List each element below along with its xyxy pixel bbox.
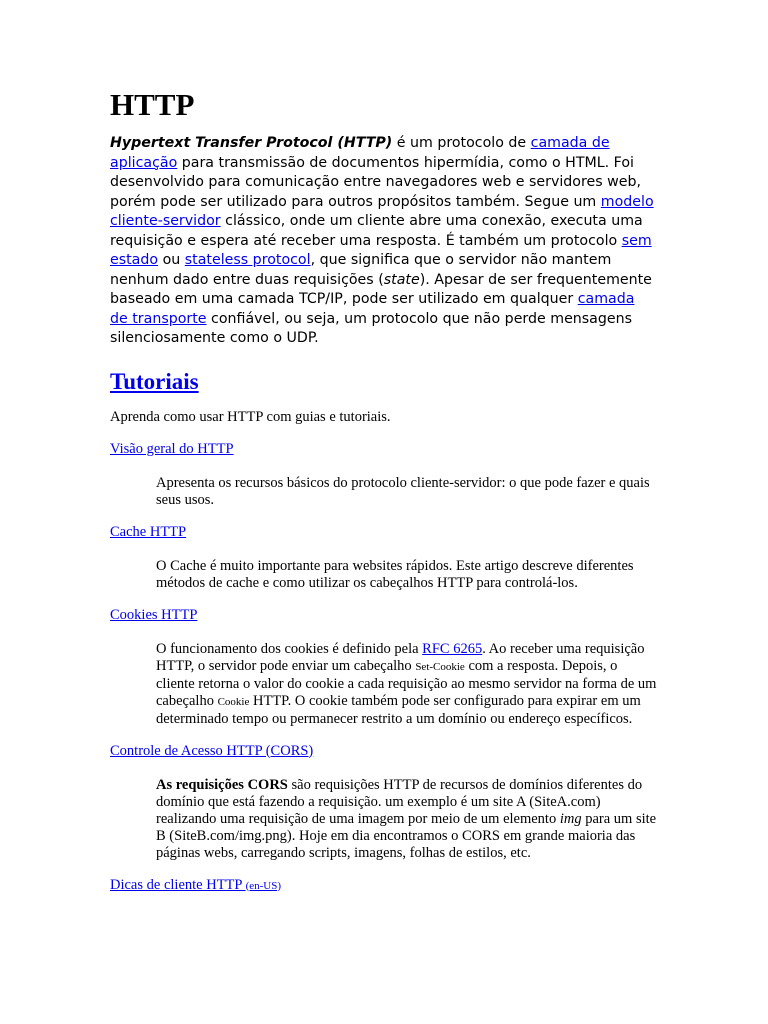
article — [110, 86, 655, 895]
cookie-code: Cookie — [217, 695, 250, 708]
tutorial-cache-desc: O Cache é muito importante para websites rápidos. Este artigo descreve diferentes métodos de cache e como utilizar os cabeçalhos HTTP para controlá-los. — [156, 557, 634, 591]
tutorial-cookies-desc — [156, 641, 658, 728]
tutorial-client-tips-title — [110, 877, 655, 895]
link-http-overview[interactable]: Visão geral do HTTP — [110, 440, 234, 457]
cookies-text-2: . Ao receber uma requisição HTTP, o servidor pode enviar um cabeçalho — [156, 640, 645, 674]
client-tips-lang: (en-US) — [245, 879, 281, 892]
link-client-server-model[interactable]: modelo cliente-servidor — [110, 193, 654, 229]
intro-text-2: para transmissão de documentos hipermídia, como o HTML. Foi desenvolvido para comunicação entre navegadores web e servidores web, porém pode ser utilizado para outros propósitos também. Segue um — [110, 154, 641, 210]
intro-term: Hypertext Transfer Protocol (HTTP) — [110, 135, 393, 151]
intro-text-3: clássico, onde um cliente abre uma conexão, executa uma requisição e espera até receber uma resposta. É também um protocolo — [110, 213, 643, 249]
intro-text-5: , que significa que o servidor não mantem nenhum dado entre duas requisições ( — [110, 252, 612, 288]
intro-text-1: é um protocolo de — [392, 135, 531, 151]
tutorial-cache-title — [110, 524, 655, 541]
tutorial-overview-desc: Apresenta os recursos básicos do protocolo cliente-servidor: o que pode fazer e quais seus usos. — [156, 474, 650, 508]
tutorials-heading — [110, 367, 655, 397]
tutorial-overview-title — [110, 441, 655, 458]
link-http-cache[interactable]: Cache HTTP — [110, 523, 187, 540]
cors-text-1: são requisições HTTP de recursos de domínios diferentes do domínio que está fazendo a requisição. um exemplo é um site A (SiteA.com) realizando uma requisição de uma imagem por meio de um elemento — [156, 776, 643, 827]
intro-text-7: confiável, ou seja, um protocolo que não perde mensagens silenciosamente como o UDP. — [110, 310, 632, 346]
link-application-layer[interactable]: camada de aplicação — [110, 135, 610, 171]
cors-bold-text: As requisições CORS — [156, 776, 288, 793]
intro-state-term: state — [383, 271, 420, 288]
intro-paragraph — [110, 134, 655, 349]
tutorial-cors-desc — [156, 777, 658, 862]
cookies-text-3: com a resposta. Depois, o cliente retorna o valor do cookie a cada requisição ao mesmo servidor na forma de um cabeçalho — [156, 657, 657, 709]
set-cookie-code: Set-Cookie — [415, 660, 465, 673]
intro-text-4: ou — [158, 252, 185, 268]
link-transport-layer[interactable]: camada de transporte — [110, 291, 635, 327]
link-stateless-protocol[interactable]: stateless protocol — [184, 252, 311, 268]
page-title: HTTP — [110, 87, 195, 122]
link-http-cors[interactable]: Controle de Acesso HTTP (CORS) — [110, 742, 314, 759]
cookies-text-4: HTTP. O cookie também pode ser configurado para expirar em um determinado tempo ou permanecer restrito a um domínio ou endereço específicos. — [156, 692, 641, 727]
intro-text-6: ). Apesar de ser frequentemente baseado em uma camada TCP/IP, pode ser utilizado em qualquer — [110, 271, 652, 307]
tutorials-heading-link[interactable]: Tutoriais — [110, 368, 199, 394]
tutorial-cookies-title — [110, 607, 655, 624]
cookies-text-1: O funcionamento dos cookies é definido pela — [156, 640, 423, 657]
cors-img-term: img — [559, 810, 582, 827]
link-http-cookies[interactable]: Cookies HTTP — [110, 606, 198, 623]
cors-text-2: para um site B (SiteB.com/img.png). Hoje em dia encontramos o CORS em grande maioria das páginas webs, carregando scripts, imagens, folhas de estilos, etc. — [156, 810, 657, 861]
tutorials-lead: Aprenda como usar HTTP com guias e tutoriais. — [110, 408, 391, 425]
client-tips-label: Dicas de cliente HTTP — [110, 876, 242, 893]
link-client-tips[interactable] — [110, 877, 281, 893]
link-rfc-6265[interactable]: RFC 6265 — [422, 640, 483, 657]
link-stateless-pt[interactable]: sem estado — [110, 232, 652, 268]
tutorial-cors-title — [110, 743, 655, 760]
